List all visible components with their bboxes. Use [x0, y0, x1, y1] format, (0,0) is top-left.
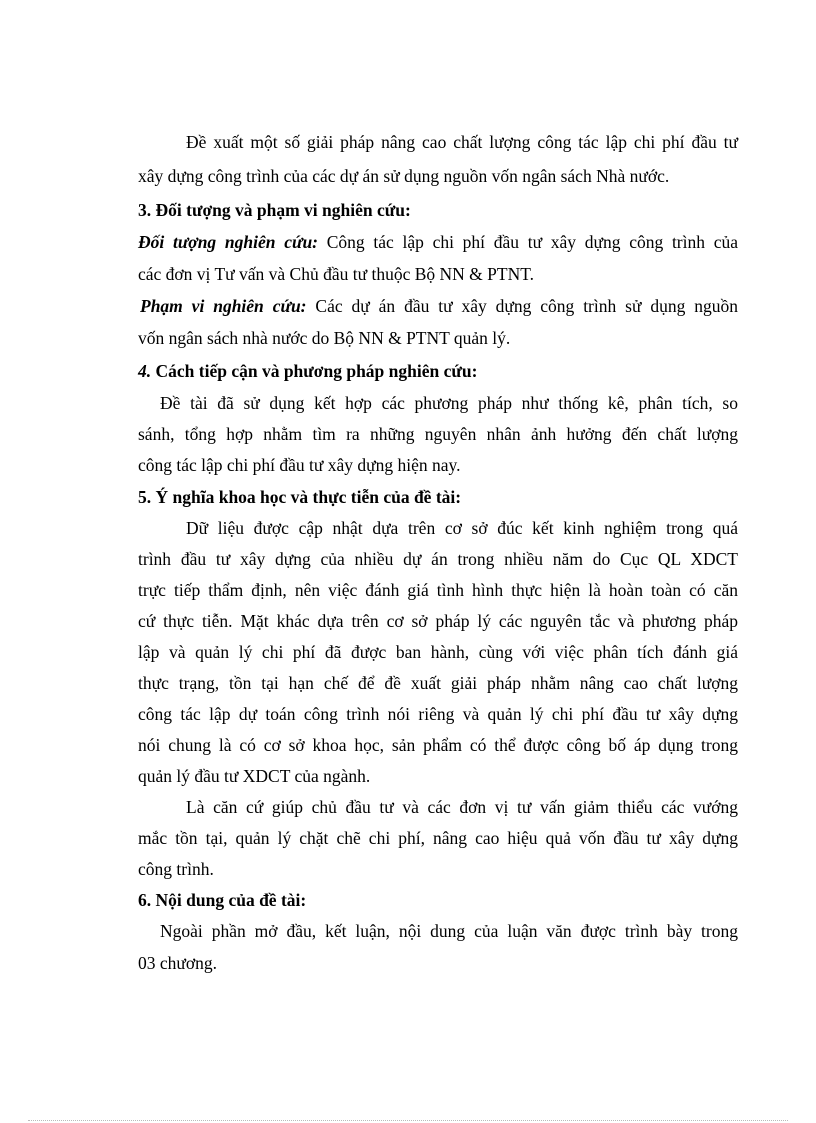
paragraph-approach-line: Đề tài đã sử dụng kết hợp các phương pháp như thống kê, phân tích, so	[160, 393, 738, 413]
research-object-label: Đối tượng nghiên cứu:	[138, 232, 319, 252]
heading-approach-number: 4.	[138, 361, 152, 381]
paragraph-approach-line: sánh, tổng hợp nhằm tìm ra những nguyên nhân ảnh hưởng đến chất lượng	[138, 424, 738, 444]
research-object-text: Công tác lập chi phí đầu tư xây dựng công trình của	[318, 232, 738, 252]
research-scope-line2: vốn ngân sách nhà nước do Bộ NN & PTNT quản lý.	[138, 328, 511, 348]
paragraph-benefit-line: mắc tồn tại, quản lý chặt chẽ chi phí, nâng cao hiệu quả vốn đầu tư xây dựng	[138, 828, 738, 848]
heading-approach-text: Cách tiếp cận và phương pháp nghiên cứu:	[151, 361, 478, 381]
paragraph-benefit-line: Là căn cứ giúp chủ đầu tư và các đơn vị tư vấn giảm thiểu các vướng	[186, 797, 738, 817]
paragraph-significance-line: thực trạng, tồn tại hạn chế để đề xuất giải pháp nhằm nâng cao chất lượng	[138, 673, 738, 693]
research-scope-text: Các dự án đầu tư xây dựng công trình sử dụng nguồn	[306, 296, 738, 316]
paragraph-significance-line: quản lý đầu tư XDCT của ngành.	[138, 766, 371, 786]
paragraph-contents-line: Ngoài phần mở đầu, kết luận, nội dung của luận văn được trình bày trong	[160, 921, 738, 941]
paragraph-significance-line: công tác lập dự toán công trình nói riêng và quản lý chi phí đầu tư xây dựng	[138, 704, 738, 724]
paragraph-significance-line: nói chung là có cơ sở khoa học, sản phẩm có thể được công bố áp dụng trong	[138, 735, 738, 755]
research-object-line	[138, 231, 738, 253]
research-scope-label: Phạm vi nghiên cứu:	[140, 296, 307, 316]
heading-scope: 3. Đối tượng và phạm vi nghiên cứu:	[138, 200, 411, 220]
paragraph-significance-line: trình đầu tư xây dựng của nhiều dự án trong nhiều năm do Cục QL XDCT	[138, 549, 738, 569]
paragraph-significance-line: Dữ liệu được cập nhật dựa trên cơ sở đúc kết kinh nghiệm trong quá	[186, 518, 738, 538]
paragraph-significance-line: trực tiếp thẩm định, nên việc đánh giá tình hình thực hiện là hoàn toàn có căn	[138, 580, 738, 600]
paragraph-benefit-line: công trình.	[138, 859, 214, 879]
research-object-line2: các đơn vị Tư vấn và Chủ đầu tư thuộc Bộ NN & PTNT.	[138, 264, 534, 284]
heading-approach	[138, 360, 738, 382]
paragraph-contents-line: 03 chương.	[138, 953, 218, 973]
research-scope-line	[140, 295, 738, 317]
heading-significance: 5. Ý nghĩa khoa học và thực tiễn của đề tài:	[138, 487, 462, 507]
heading-contents: 6. Nội dung của đề tài:	[138, 890, 307, 910]
paragraph-objective-line: xây dựng công trình của các dự án sử dụng nguồn vốn ngân sách Nhà nước.	[138, 166, 670, 186]
page-bottom-divider	[28, 1120, 788, 1121]
paragraph-approach-line: công tác lập chi phí đầu tư xây dựng hiện nay.	[138, 455, 461, 475]
paragraph-objective-line: Đề xuất một số giải pháp nâng cao chất lượng công tác lập chi phí đầu tư	[186, 132, 738, 152]
paragraph-significance-line: cứ thực tiễn. Mặt khác dựa trên cơ sở pháp lý các nguyên tắc và phương pháp	[138, 611, 738, 631]
paragraph-significance-line: lập và quản lý chi phí đã được ban hành, cùng với việc phân tích đánh giá	[138, 642, 738, 662]
